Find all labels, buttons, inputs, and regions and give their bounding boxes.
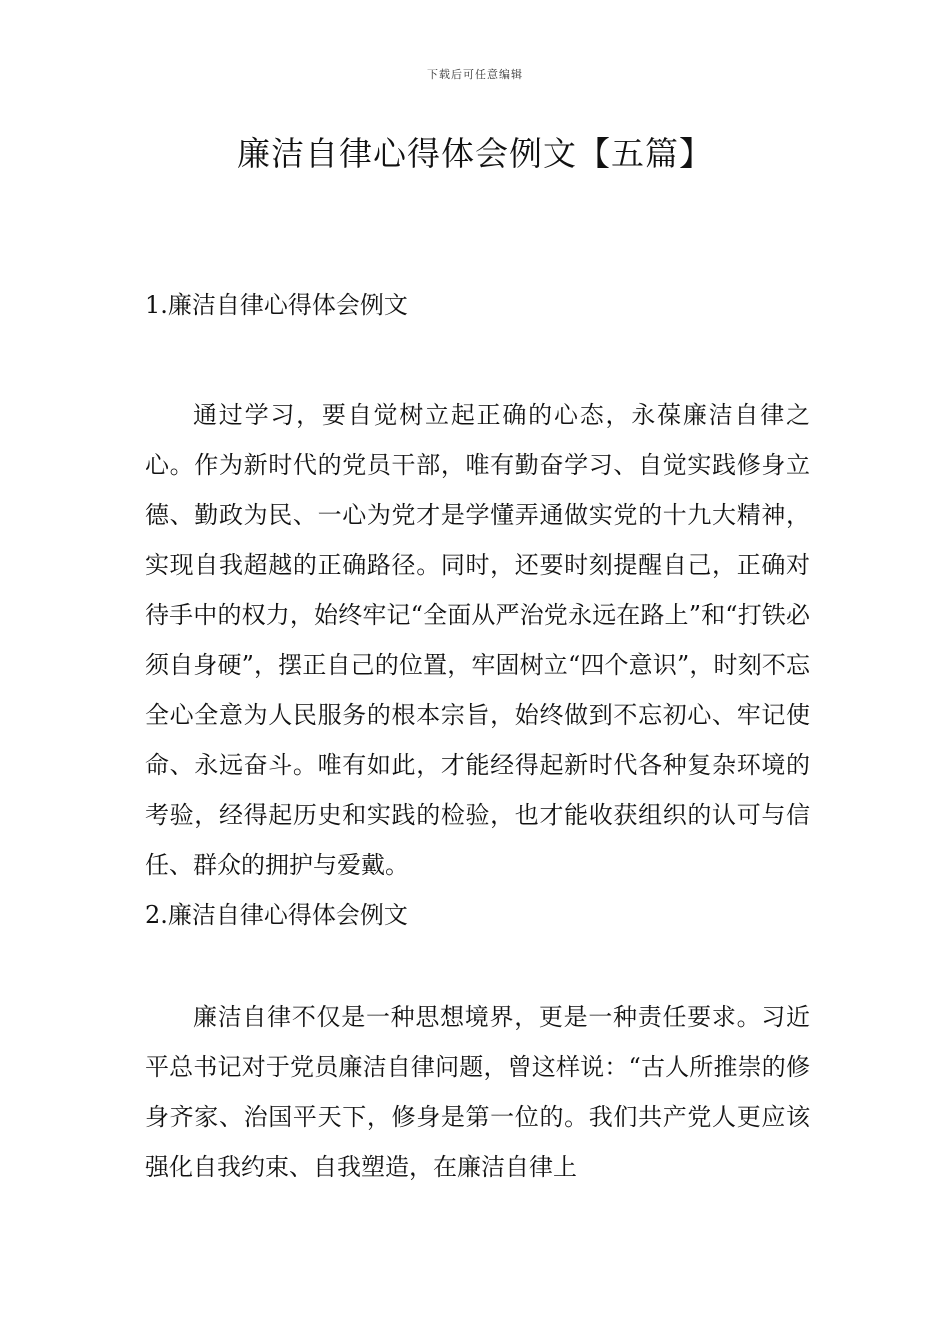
header-note: 下载后可任意编辑 (427, 68, 523, 81)
section-gap (145, 330, 810, 390)
section-paragraph-1: 通过学习，要自觉树立起正确的心态，永葆廉洁自律之心。作为新时代的党员干部，唯有勤奋学习、自觉实践修身立德、勤政为民、一心为党才是学懂弄通做实党的十九大精神，实现自我超越的正确路径。同时，还要时刻提醒自己，正确对待手中的权力，始终牢记“全面从严治党永远在路上”和“打铁必须自身硬”，摆正自己的位置，牢固树立“四个意识”，时刻不忘全心全意为人民服务的根本宗旨，始终做到不忘初心、牢记使命、永远奋斗。唯有如此，才能经得起新时代各种复杂环境的考验，经得起历史和实践的检验，也才能收获组织的认可与信任、群众的拥护与爱戴。 (145, 401, 810, 879)
document-body (145, 280, 810, 1192)
section-heading-2: 2.廉洁自律心得体会例文 (145, 901, 408, 929)
section-heading-1: 1.廉洁自律心得体会例文 (145, 291, 408, 319)
section-paragraph-2: 廉洁自律不仅是一种思想境界，更是一种责任要求。习近平总书记对于党员廉洁自律问题，曾这样说：“古人所推崇的修身齐家、治国平天下，修身是第一位的。我们共产党人更应该强化自我约束、自我塑造，在廉洁自律上 (145, 1003, 810, 1181)
section-gap (145, 940, 810, 992)
document-title: 廉洁自律心得体会例文【五篇】 (237, 134, 713, 173)
